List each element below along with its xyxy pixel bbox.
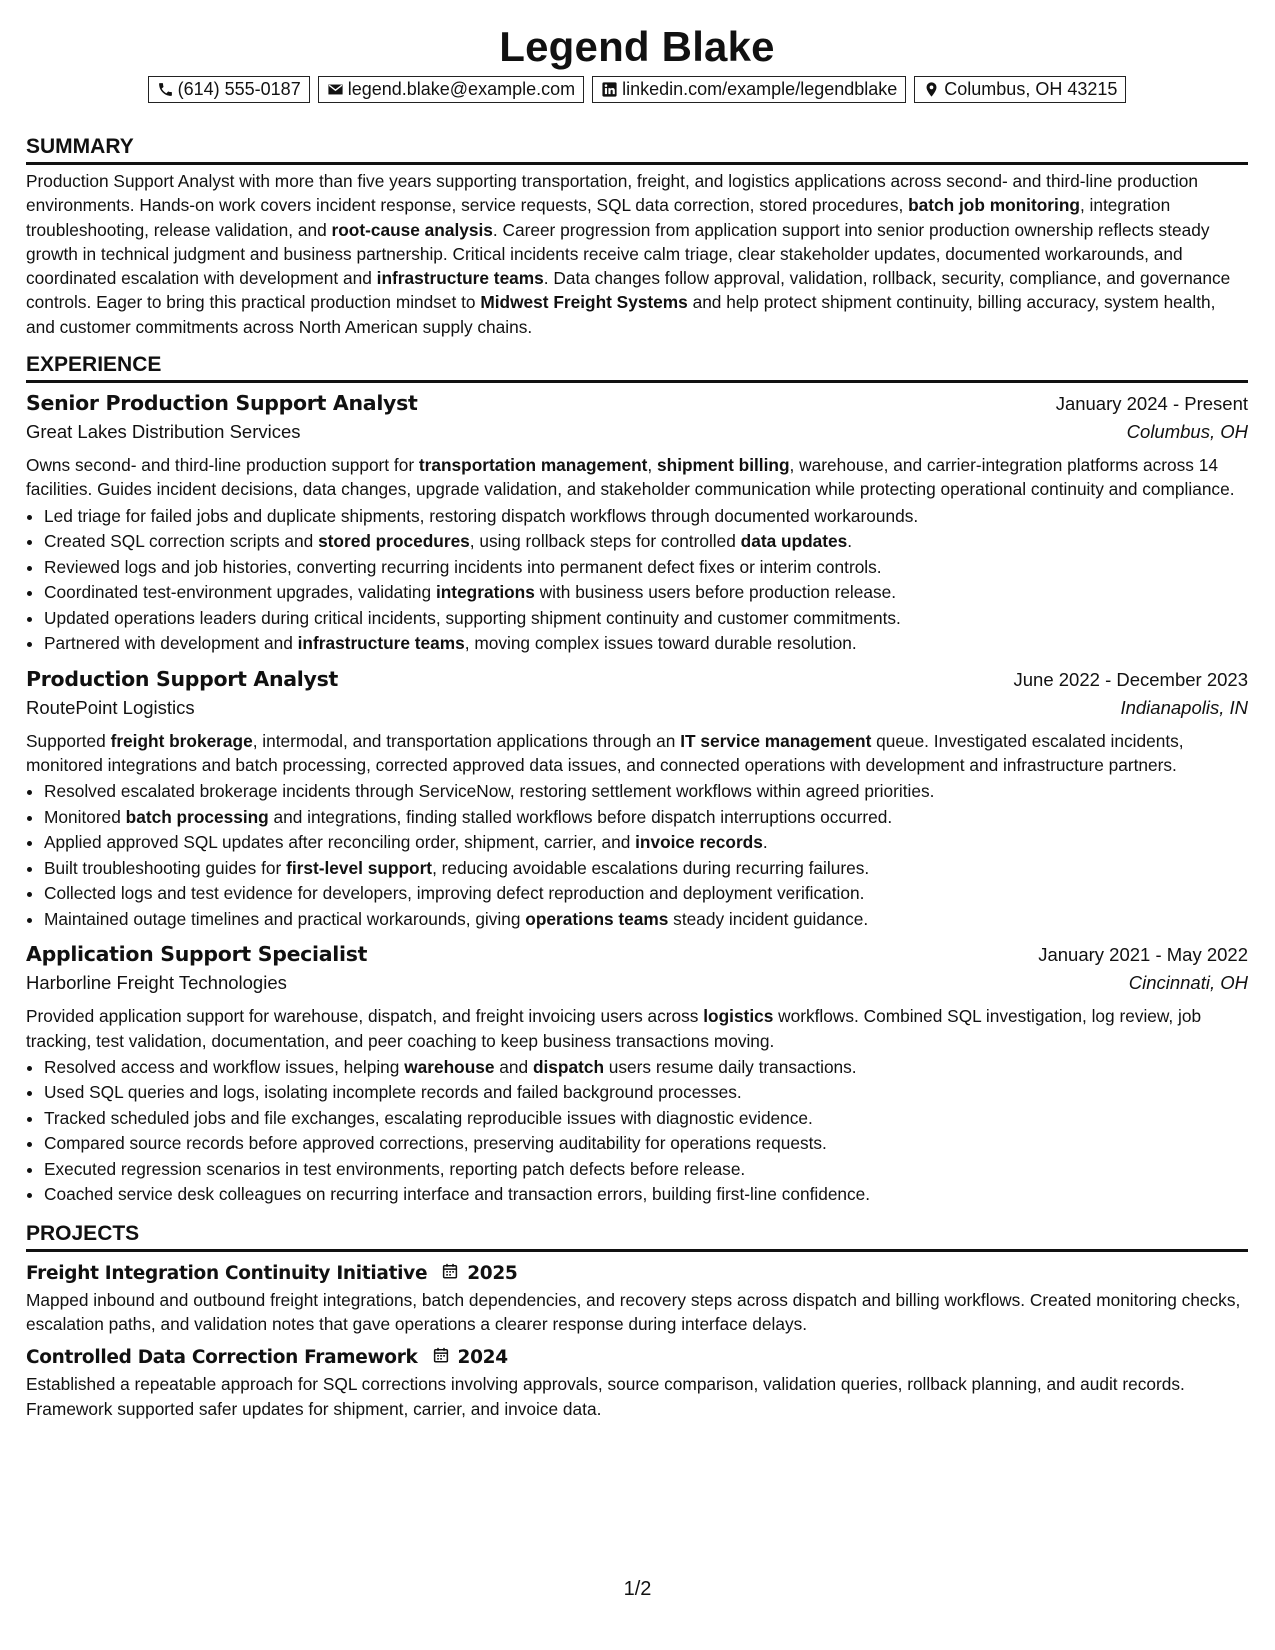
job-bullet: • Led triage for failed jobs and duplicate shipments, restoring dispatch workflows through documented workarounds. bbox=[44, 504, 1248, 530]
location-icon bbox=[923, 81, 940, 98]
linkedin-text: linkedin.com/example/legendblake bbox=[622, 79, 898, 99]
job-entry bbox=[26, 667, 1248, 933]
job-bullet: • Used SQL queries and logs, isolating incomplete records and failed background processes. bbox=[44, 1080, 1248, 1106]
project-year: 2024 bbox=[457, 1347, 508, 1369]
job-entry bbox=[26, 391, 1248, 657]
job-summary: Supported freight brokerage, intermodal, and transportation applications through an IT service management queue. Investigated escalated incidents, monitored integrations and batch processing, corrected approved data issues, and connected operations with development and infrastructure partners. bbox=[26, 730, 1184, 775]
job-dates: January 2024 - Present bbox=[1055, 393, 1248, 415]
job-bullet: • Applied approved SQL updates after reconciling order, shipment, carrier, and invoice records. bbox=[44, 830, 1248, 856]
job-bullet: • Partnered with development and infrastructure teams, moving complex issues toward durable resolution. bbox=[44, 631, 1248, 657]
calendar-icon bbox=[435, 1262, 459, 1285]
job-bullet: • Built troubleshooting guides for first-level support, reducing avoidable escalations during recurring failures. bbox=[44, 856, 1248, 882]
contact-linkedin[interactable] bbox=[592, 76, 906, 103]
email-text: legend.blake@example.com bbox=[347, 79, 576, 99]
job-bullets bbox=[26, 504, 1248, 657]
job-location: Cincinnati, OH bbox=[1128, 972, 1248, 994]
job-bullet: • Created SQL correction scripts and stored procedures, using rollback steps for controlled data updates. bbox=[44, 529, 1248, 555]
job-bullet: • Resolved escalated brokerage incidents through ServiceNow, restoring settlement workflows within agreed priorities. bbox=[44, 779, 1248, 805]
job-summary: Owns second- and third-line production support for transportation management, shipment billing, warehouse, and carrier-integration platforms across 14 facilities. Guides incident decisions, data changes, upgrade validation, and stakeholder communication while protecting operational continuity and compliance. bbox=[26, 455, 1235, 500]
job-bullet: • Executed regression scenarios in test environments, reporting patch defects before release. bbox=[44, 1157, 1248, 1183]
job-bullet: • Reviewed logs and job histories, converting recurring incidents into permanent defect fixes or interim controls. bbox=[44, 555, 1248, 581]
project-name: Controlled Data Correction Framework bbox=[26, 1347, 418, 1369]
job-location: Columbus, OH bbox=[1126, 421, 1248, 443]
job-bullet: • Resolved access and workflow issues, helping warehouse and dispatch users resume daily transactions. bbox=[44, 1055, 1248, 1081]
phone-icon bbox=[157, 81, 174, 98]
candidate-name: Legend Blake bbox=[499, 23, 775, 70]
job-bullet: • Compared source records before approved corrections, preserving auditability for operations requests. bbox=[44, 1131, 1248, 1157]
job-entry bbox=[26, 942, 1248, 1208]
project-description: Established a repeatable approach for SQL corrections involving approvals, source comparison, validation queries, rollback planning, and audit records. Framework supported safer updates for shipment, carrier, and invoice data. bbox=[26, 1374, 1185, 1419]
job-bullet: • Updated operations leaders during critical incidents, supporting shipment continuity and customer commitments. bbox=[44, 606, 1248, 632]
job-title: Senior Production Support Analyst bbox=[26, 391, 418, 416]
job-company: Harborline Freight Technologies bbox=[26, 972, 287, 994]
job-bullet: • Coordinated test-environment upgrades, validating integrations with business users before production release. bbox=[44, 580, 1248, 606]
job-bullet: • Maintained outage timelines and practical workarounds, giving operations teams steady incident guidance. bbox=[44, 907, 1248, 933]
job-summary: Provided application support for warehouse, dispatch, and freight invoicing users across logistics workflows. Combined SQL investigation, log review, job tracking, test validation, documentation, and peer coaching to keep business transactions moving. bbox=[26, 1006, 1202, 1051]
project-entry bbox=[26, 1346, 1248, 1421]
summary-paragraph: Production Support Analyst with more than five years supporting transportation, freight, and logistics applications across second- and third-line production environments. Hands-on work covers incident response, service requests, SQL data correction, stored procedures, batch job monitoring, integration troubleshooting, release validation, and root-cause analysis. Career progression from application support into senior production ownership reflects steady growth in technical judgment and business partnership. Critical incidents receive calm triage, clear stakeholder updates, documented workarounds, and coordinated escalation with development and infrastructure teams. Data changes follow approval, validation, rollback, security, compliance, and governance controls. Eager to bring this practical production mindset to Midwest Freight Systems and help protect shipment continuity, billing accuracy, system health, and customer commitments across North American supply chains. bbox=[26, 171, 1231, 337]
job-bullet: • Tracked scheduled jobs and file exchanges, escalating reproducible issues with diagnostic evidence. bbox=[44, 1106, 1248, 1132]
calendar-icon bbox=[426, 1346, 450, 1369]
job-bullet: • Coached service desk colleagues on recurring interface and transaction errors, building first-line confidence. bbox=[44, 1182, 1248, 1208]
contact-email[interactable] bbox=[318, 76, 584, 103]
job-company: RoutePoint Logistics bbox=[26, 696, 195, 718]
phone-text: (614) 555-0187 bbox=[177, 79, 301, 99]
job-dates: January 2021 - May 2022 bbox=[1038, 944, 1248, 966]
project-description: Mapped inbound and outbound freight integrations, batch dependencies, and recovery steps across dispatch and billing workflows. Created monitoring checks, escalation paths, and validation notes that gave operations a clearer response during interface delays. bbox=[26, 1289, 1241, 1335]
project-name: Freight Integration Continuity Initiative bbox=[26, 1262, 428, 1284]
job-title: Application Support Specialist bbox=[26, 942, 368, 967]
projects-heading: PROJECTS bbox=[26, 1222, 1248, 1252]
job-dates: June 2022 - December 2023 bbox=[1013, 668, 1248, 690]
job-bullets bbox=[26, 779, 1248, 932]
experience-heading: EXPERIENCE bbox=[26, 353, 1248, 383]
job-bullet: • Monitored batch processing and integrations, finding stalled workflows before dispatch interruptions occurred. bbox=[44, 805, 1248, 831]
job-location: Indianapolis, IN bbox=[1120, 696, 1248, 718]
project-year: 2025 bbox=[467, 1262, 518, 1284]
job-bullet: • Collected logs and test evidence for developers, improving defect reproduction and deployment verification. bbox=[44, 881, 1248, 907]
resume-page bbox=[26, 18, 1248, 1421]
job-bullets bbox=[26, 1055, 1248, 1208]
job-title: Production Support Analyst bbox=[26, 666, 339, 691]
contact-location[interactable] bbox=[914, 76, 1126, 103]
linkedin-icon bbox=[601, 81, 618, 98]
project-entry bbox=[26, 1262, 1248, 1337]
summary-heading: SUMMARY bbox=[26, 135, 1248, 165]
contact-bar bbox=[26, 76, 1248, 103]
location-text: Columbus, OH 43215 bbox=[944, 79, 1118, 99]
job-company: Great Lakes Distribution Services bbox=[26, 421, 301, 443]
contact-phone[interactable] bbox=[148, 76, 310, 103]
page-number: 1/2 bbox=[623, 1578, 652, 1600]
email-icon bbox=[327, 81, 344, 98]
